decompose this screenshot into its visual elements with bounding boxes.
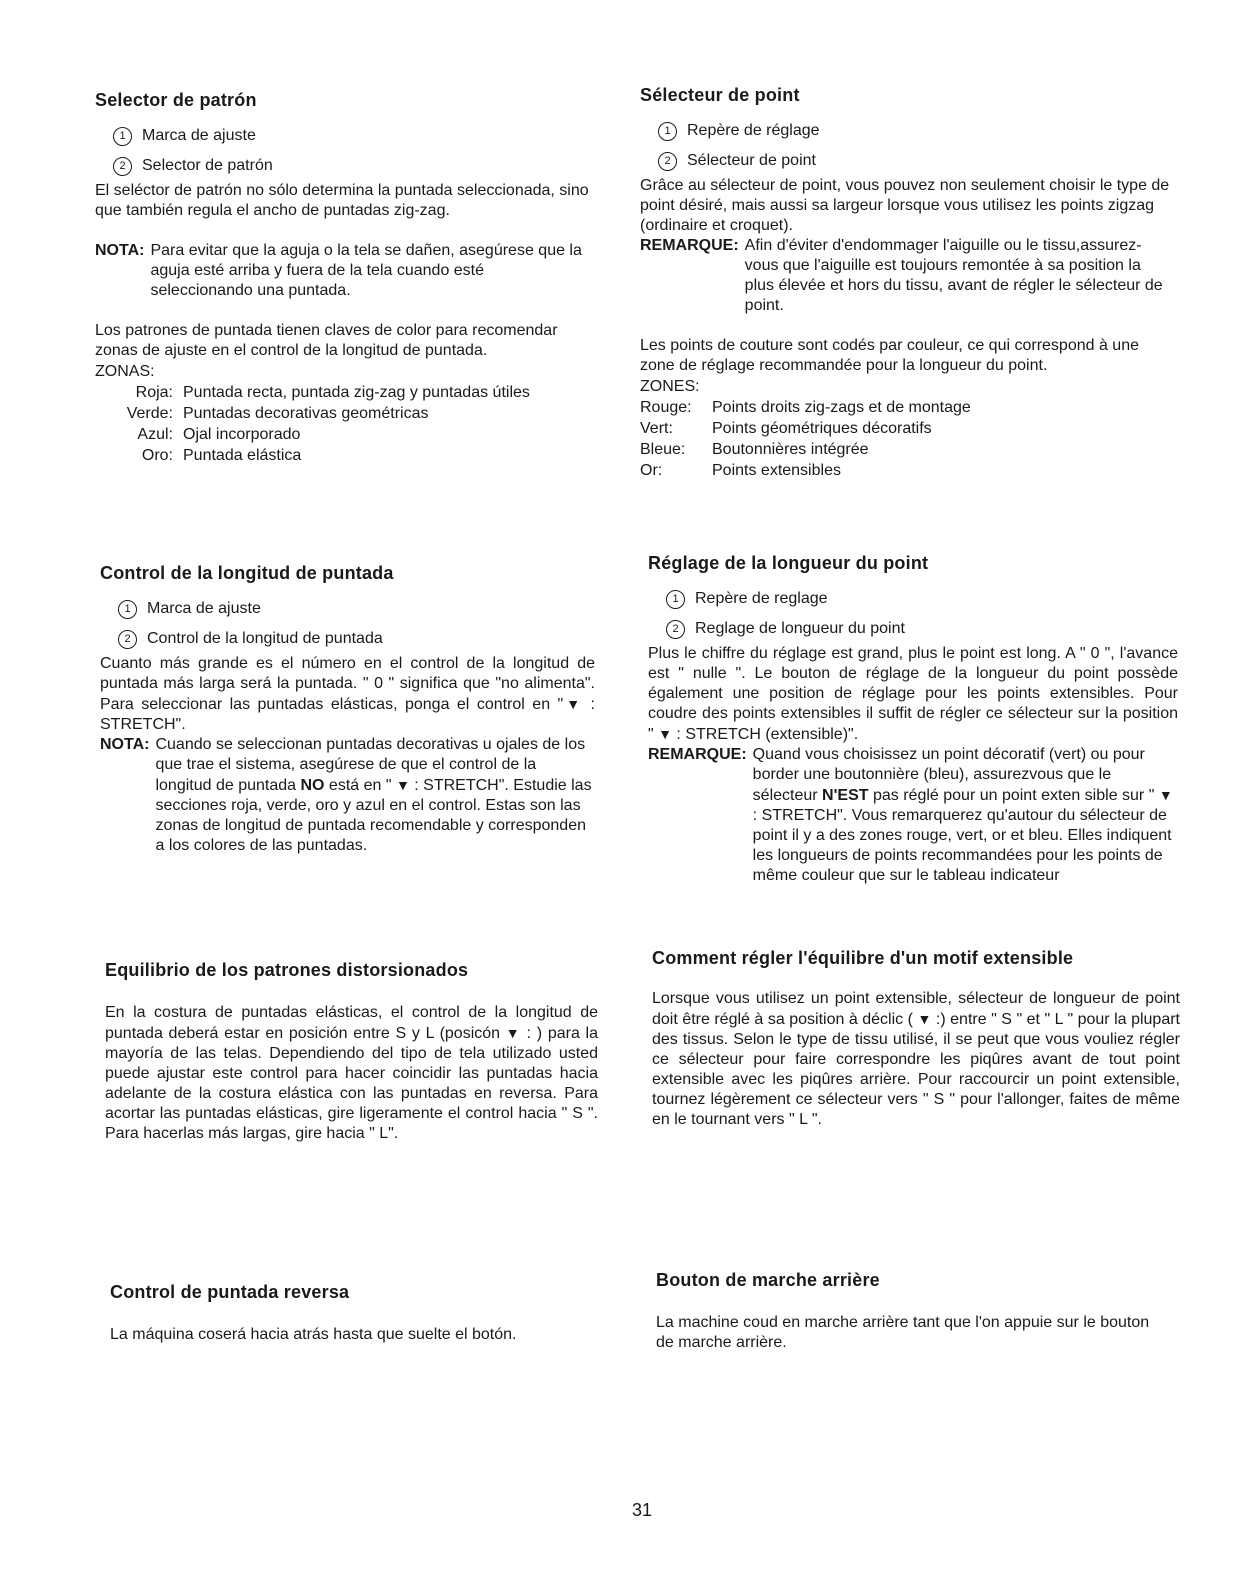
es-selector-text: El seléctor de patrón no sólo determina la puntada seleccionada, sino que también regula el ancho de puntadas zig-zag.: [95, 182, 589, 219]
note-text: Para evitar que la aguja o la tela se dañen, asegúrese que la aguja esté arriba y fuera de la tela cuando esté seleccionando una puntada.: [150, 242, 582, 299]
zones-label: ZONES:: [640, 378, 700, 395]
zone-key: Azul:: [137, 426, 173, 443]
fr-selector-title: Sélecteur de point: [640, 85, 800, 105]
fr-zones: [640, 376, 1170, 481]
fr-reverse-section: [656, 1270, 1156, 1353]
stretch-triangle-icon: ▼: [395, 777, 410, 793]
note-label: REMARQUE:: [648, 746, 747, 763]
fr-balance-title: Comment régler l'équilibre d'un motif extensible: [652, 948, 1074, 968]
es-reverse-section: [110, 1282, 603, 1345]
fr-length-text: Plus le chiffre du réglage est grand, plus le point est long. A " 0 ", l'avance est " nulle ". Le bouton de réglage de la longueur du point possède également une position de réglage pour les points extensibles. Pour coudre des points extensibles il suffit de régler ce sélecteur sur la position " ▼ : STRETCH (extensible)".: [648, 645, 1178, 743]
stretch-triangle-icon: ▼: [563, 696, 584, 712]
fr-selector-note: [640, 236, 1170, 316]
fr-selector-item-2: [658, 146, 1170, 176]
item-label: Repère de reglage: [695, 590, 828, 607]
circled-number: 2: [113, 157, 132, 176]
fr-balance-section: [652, 948, 1180, 1130]
circled-number: 2: [658, 152, 677, 171]
zone-value: Boutonnières intégrée: [712, 441, 869, 458]
zone-row-green: [640, 418, 1170, 439]
circled-number: 1: [118, 600, 137, 619]
es-reverse-text: La máquina coserá hacia atrás hasta que suelte el botón.: [110, 1326, 517, 1343]
es-balance-text: En la costura de puntadas elásticas, el control de la longitud de puntada deberá estar en posición entre S y L (posicón ▼ : ) para la mayoría de las telas. Dependiendo del tipo de tela utilizado usted puede ajustar este control para hacer coincidir las puntadas hacia adelante de la costura elástica con las puntadas en reversa. Para acortar las puntadas elásticas, gire ligeramente el control hacia " S ". Para hacerlas más largas, gire hacia " L".: [105, 1004, 599, 1142]
es-balance-title: Equilibrio de los patrones distorsionados: [105, 960, 469, 980]
es-length-title: Control de la longitud de puntada: [100, 563, 394, 583]
es-length-text: Cuanto más grande es el número en el control de la longitud de puntada más larga será la puntada. " 0 " significa que "no alimenta". Para seleccionar las puntadas elásticas, ponga el control en "▼ : STRETCH".: [100, 655, 596, 733]
es-length-section: [100, 563, 595, 856]
page-number: 31: [632, 1500, 653, 1520]
zone-value: Ojal incorporado: [183, 426, 301, 443]
zone-key: Roja:: [135, 384, 173, 401]
es-selector-title: Selector de patrón: [95, 90, 257, 110]
es-zones-intro: Los patrones de puntada tienen claves de color para recomendar zonas de ajuste en el control de la longitud de puntada.: [95, 322, 558, 359]
fr-length-item-2: [666, 614, 1178, 644]
es-length-item-2: [118, 624, 595, 654]
es-length-item-1: [118, 594, 595, 624]
note-label: REMARQUE:: [640, 237, 739, 254]
es-length-note: [100, 735, 595, 856]
item-label: Marca de ajuste: [147, 600, 261, 617]
stretch-triangle-icon: ▼: [505, 1025, 521, 1041]
es-selector-item-1: [113, 121, 590, 151]
zone-key: Rouge:: [640, 399, 692, 416]
note-label: NOTA:: [95, 242, 145, 259]
es-reverse-title: Control de puntada reversa: [110, 1282, 350, 1302]
zone-value: Puntada elástica: [183, 447, 302, 464]
fr-zones-intro: Les points de couture sont codés par couleur, ce qui correspond à une zone de réglage recommandée pour la longueur du point.: [640, 337, 1139, 374]
zone-row-gold: [640, 460, 1170, 481]
zone-row-green: [95, 403, 590, 424]
fr-length-item-1: [666, 584, 1178, 614]
circled-number: 1: [658, 122, 677, 141]
fr-length-title: Réglage de la longueur du point: [648, 553, 929, 573]
note-text: Afin d'éviter d'endommager l'aiguille ou le tissu,assurez-vous que l'aiguille est toujours remontée à sa position la plus élevée et hors du tissu, avant de régler le sélecteur de point.: [744, 237, 1163, 314]
note-text: Quand vous choisissez un point décoratif (vert) ou pour border une boutonnière (bleu), assurezvous que le sélecteur N'EST pas réglé pour un point exten sible sur " ▼ : STRETCH". Vous remarquerez qu'autour du sélecteur de point il y a des zones rouge, vert, or et bleu. Elles indiquent les longueurs de points recommandées pour les points de même couleur que sur le tableau indicateur: [752, 746, 1173, 884]
zone-row-gold: [95, 445, 590, 466]
item-label: Sélecteur de point: [687, 152, 816, 169]
item-label: Repère de réglage: [687, 122, 820, 139]
zone-value: Points droits zig-zags et de montage: [712, 399, 971, 416]
zone-row-red: [95, 382, 590, 403]
zone-key: Vert:: [640, 420, 673, 437]
circled-number: 1: [113, 127, 132, 146]
circled-number: 1: [666, 590, 685, 609]
zone-key: Verde:: [126, 405, 173, 422]
note-text: Cuando se seleccionan puntadas decorativas u ojales de los que trae el sistema, asegúrese de que el control de la longitud de puntada NO está en " ▼ : STRETCH". Estudie las secciones roja, verde, oro y azul en el control. Estas son las zonas de longitud de puntada recomendable y corresponden a los colores de las puntadas.: [155, 736, 592, 854]
item-label: Marca de ajuste: [142, 127, 256, 144]
es-selector-item-2: [113, 151, 590, 181]
circled-number: 2: [118, 630, 137, 649]
es-selector-note: [95, 241, 590, 301]
fr-length-section: [648, 553, 1178, 886]
item-label: Control de la longitud de puntada: [147, 630, 383, 647]
item-label: Selector de patrón: [142, 157, 273, 174]
zone-row-red: [640, 397, 1170, 418]
zone-key: Or:: [640, 462, 663, 479]
fr-selector-text: Grâce au sélecteur de point, vous pouvez non seulement choisir le type de point désiré, mais aussi sa largeur lorsque vous utilisez les points zigzag (ordinaire et croquet).: [640, 177, 1170, 234]
stretch-triangle-icon: ▼: [917, 1011, 932, 1027]
zones-label: ZONAS:: [95, 363, 155, 380]
circled-number: 2: [666, 620, 685, 639]
stretch-triangle-icon: ▼: [1158, 787, 1173, 803]
fr-balance-text: Lorsque vous utilisez un point extensible, sélecteur de longueur de point doit être réglé à sa position à déclic ( ▼ :) entre " S " et " L " pour la plupart des tissus. Selon le type de tissu utilisé, il se peut que vous vouliez régler ce sélecteur pour faire correspondre les piqûres avant de tout point extensible avec les piqûres arrière. Pour raccourcir un point extensible, tournez légèrement ce sélecteur vers " S " pour l'allonger, faites de même en le tournant vers " L ".: [652, 990, 1181, 1128]
fr-reverse-text: La machine coud en marche arrière tant que l'on appuie sur le bouton de marche arrière.: [656, 1314, 1150, 1351]
zone-value: Puntada recta, puntada zig-zag y puntadas útiles: [183, 384, 530, 401]
zone-value: Points géométriques décoratifs: [712, 420, 932, 437]
zone-row-blue: [640, 439, 1170, 460]
fr-reverse-title: Bouton de marche arrière: [656, 1270, 880, 1290]
zone-key: Bleue:: [640, 441, 686, 458]
zone-key: Oro:: [141, 447, 173, 464]
es-zones: [95, 361, 590, 466]
zone-row-blue: [95, 424, 590, 445]
item-label: Reglage de longueur du point: [695, 620, 905, 637]
fr-selector-item-1: [658, 116, 1170, 146]
es-balance-section: [105, 960, 598, 1144]
fr-length-note: [648, 745, 1178, 886]
fr-selector-section: [640, 85, 1170, 481]
zone-value: Points extensibles: [712, 462, 841, 479]
note-label: NOTA:: [100, 736, 150, 753]
es-selector-section: [95, 90, 590, 466]
zone-value: Puntadas decorativas geométricas: [183, 405, 429, 422]
stretch-triangle-icon: ▼: [658, 726, 672, 742]
